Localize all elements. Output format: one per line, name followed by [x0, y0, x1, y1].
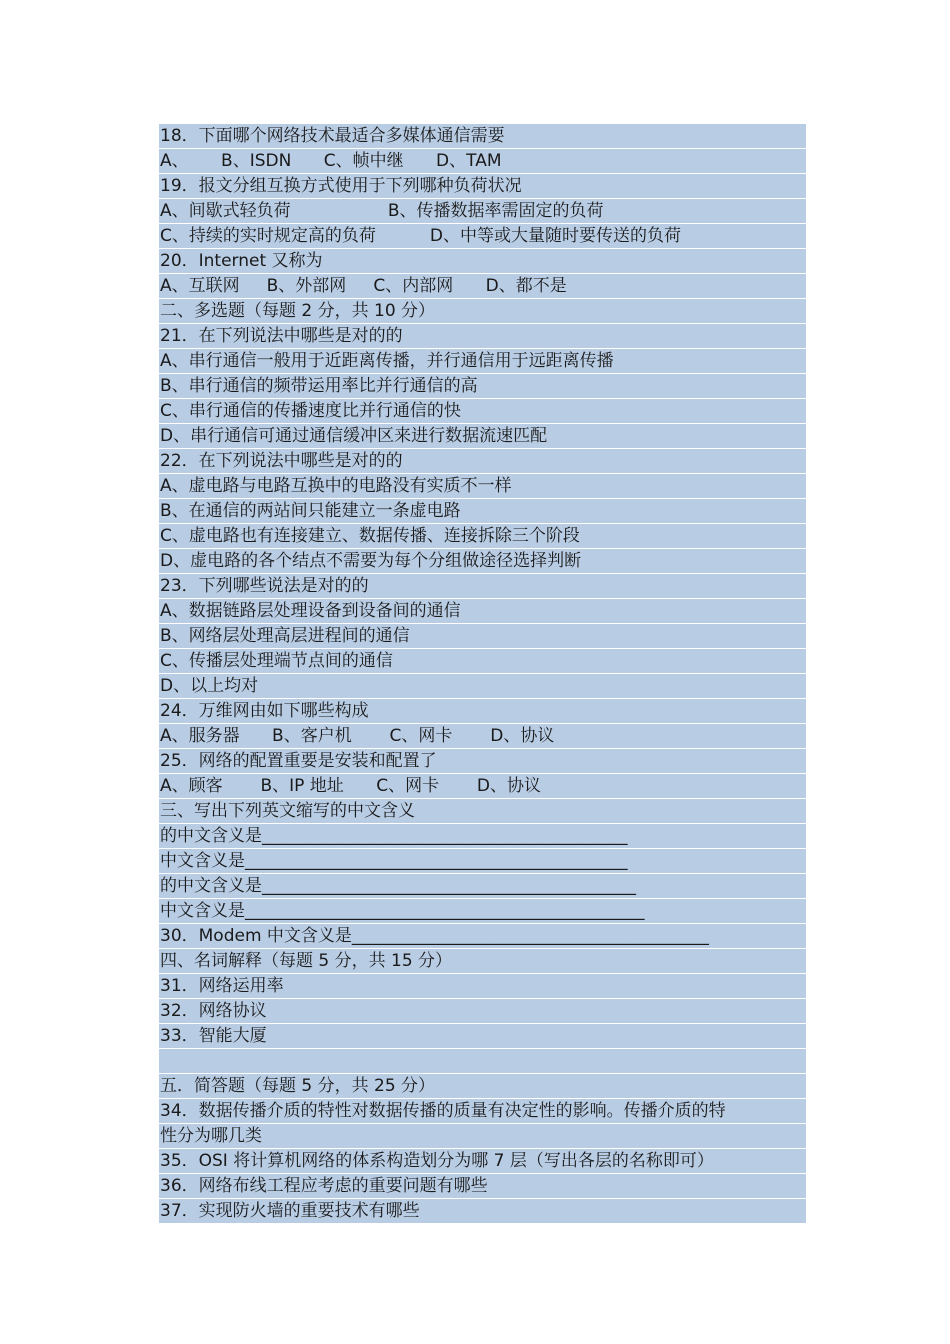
text-line: 的中文含义是___________________________________________: [159, 824, 806, 849]
text-line: 18．下面哪个网络技术最适合多媒体通信需要: [159, 124, 806, 149]
text-line: A、串行通信一般用于近距离传播，并行通信用于远距离传播: [159, 349, 806, 374]
text-line: 36．网络布线工程应考虑的重要问题有哪些: [159, 1174, 806, 1199]
text-line: C、虚电路也有连接建立、数据传播、连接拆除三个阶段: [159, 524, 806, 549]
text-line: 22．在下列说法中哪些是对的的: [159, 449, 806, 474]
question-block: [159, 124, 806, 1224]
text-line: 33．智能大厦: [159, 1024, 806, 1049]
text-line: 中文含义是_____________________________________________: [159, 849, 806, 874]
blank-line: [159, 1049, 806, 1074]
text-line: B、网络层处理高层进程间的通信: [159, 624, 806, 649]
text-line: 21．在下列说法中哪些是对的的: [159, 324, 806, 349]
text-line: 32．网络协议: [159, 999, 806, 1024]
text-line: 中文含义是_______________________________________________: [159, 899, 806, 924]
text-line: 20．Internet 又称为: [159, 249, 806, 274]
text-line: B、串行通信的频带运用率比并行通信的高: [159, 374, 806, 399]
text-line: 24．万维网由如下哪些构成: [159, 699, 806, 724]
text-line: 二、多选题（每题 2 分，共 10 分）: [159, 299, 806, 324]
text-line: D、串行通信可通过通信缓冲区来进行数据流速匹配: [159, 424, 806, 449]
text-line: 三、写出下列英文缩写的中文含义: [159, 799, 806, 824]
text-line: 25．网络的配置重要是安装和配置了: [159, 749, 806, 774]
text-line: A、 B、ISDN C、帧中继 D、TAM: [159, 149, 806, 174]
text-line: 的中文含义是____________________________________________: [159, 874, 806, 899]
text-line: 35．OSI 将计算机网络的体系构造划分为哪 7 层（写出各层的名称即可）: [159, 1149, 806, 1174]
text-line: 31．网络运用率: [159, 974, 806, 999]
text-line: D、虚电路的各个结点不需要为每个分组做途径选择判断: [159, 549, 806, 574]
text-line: 23．下列哪些说法是对的的: [159, 574, 806, 599]
text-line: A、顾客 B、IP 地址 C、网卡 D、协议: [159, 774, 806, 799]
text-line: 37．实现防火墙的重要技术有哪些: [159, 1199, 806, 1224]
text-line: 性分为哪几类: [159, 1124, 806, 1149]
text-line: C、传播层处理端节点间的通信: [159, 649, 806, 674]
text-line: 五．简答题（每题 5 分，共 25 分）: [159, 1074, 806, 1099]
text-line: 19．报文分组互换方式使用于下列哪种负荷状况: [159, 174, 806, 199]
text-line: A、虚电路与电路互换中的电路没有实质不一样: [159, 474, 806, 499]
text-line: 30．Modem 中文含义是__________________________________________: [159, 924, 806, 949]
text-line: C、持续的实时规定高的负荷 D、中等或大量随时要传送的负荷: [159, 224, 806, 249]
text-line: A、服务器 B、客户机 C、网卡 D、协议: [159, 724, 806, 749]
text-line: A、间歇式轻负荷 B、传播数据率需固定的负荷: [159, 199, 806, 224]
text-line: C、串行通信的传播速度比并行通信的快: [159, 399, 806, 424]
text-line: A、互联网 B、外部网 C、内部网 D、都不是: [159, 274, 806, 299]
text-line: A、数据链路层处理设备到设备间的通信: [159, 599, 806, 624]
text-line: D、以上均对: [159, 674, 806, 699]
text-line: 四、名词解释（每题 5 分，共 15 分）: [159, 949, 806, 974]
text-line: 34．数据传播介质的特性对数据传播的质量有决定性的影响。传播介质的特: [159, 1099, 806, 1124]
text-line: B、在通信的两站间只能建立一条虚电路: [159, 499, 806, 524]
